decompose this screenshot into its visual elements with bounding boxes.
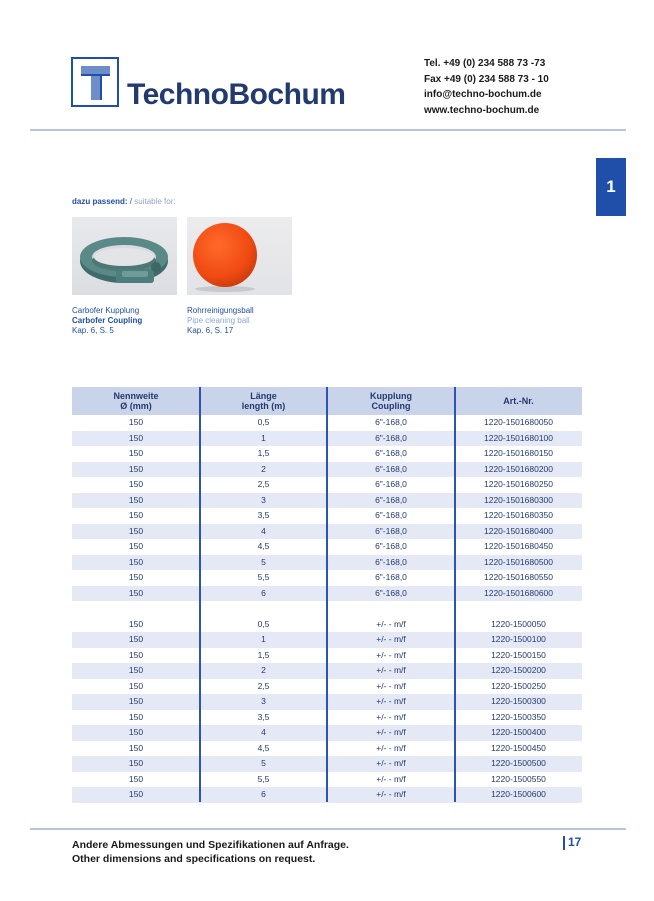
cell-coupling: 6"-168,0 (375, 417, 407, 427)
ball-name-de: Rohrreinigungsball (187, 306, 254, 315)
cell-coupling: 6"-168,0 (375, 448, 407, 458)
cell-nominal-size: 150 (128, 618, 144, 629)
cell-article-no: 1220-1501680450 (483, 541, 553, 551)
cell-length: 1 (261, 634, 266, 644)
contact-block (424, 56, 549, 118)
cell-coupling: 6"-168,0 (375, 572, 407, 582)
cell-nominal-size: 150 (128, 758, 144, 768)
cell-article-no: 1220-1500100 (491, 634, 546, 644)
cell-length: 4,5 (257, 541, 270, 551)
ball-name-en: Pipe cleaning ball (187, 316, 250, 325)
suitable-for-label (72, 197, 176, 206)
cell-coupling: +/- - m/f (376, 665, 406, 675)
cell-coupling: +/- - m/f (376, 634, 406, 644)
header-article-no: Art.-Nr. (503, 396, 534, 406)
cell-length: 3 (261, 494, 266, 505)
cell-coupling: +/- - m/f (376, 649, 406, 660)
cell-nominal-size: 150 (128, 587, 144, 598)
cell-coupling: 6"-168,0 (375, 494, 407, 505)
cell-article-no: 1220-1500150 (491, 649, 546, 660)
footer-divider (30, 828, 626, 830)
cell-article-no: 1220-1500200 (491, 665, 546, 675)
cell-coupling: +/- - m/f (376, 711, 406, 722)
ball-ref: Kap. 6, S. 17 (187, 326, 234, 335)
cell-article-no: 1220-1500500 (491, 758, 546, 768)
cell-article-no: 1220-1500350 (491, 711, 546, 722)
cell-article-no: 1220-1500300 (491, 696, 546, 706)
cell-length: 5,5 (257, 572, 270, 582)
cell-length: 3,5 (257, 711, 270, 722)
cell-length: 4,5 (257, 742, 270, 753)
cell-length: 0,5 (257, 417, 270, 427)
header-nominal-size: Nennweite Ø (mm) (113, 391, 159, 411)
suitable-de: dazu passend: (72, 197, 128, 206)
cell-coupling: +/- - m/f (376, 680, 406, 691)
cell-length: 5,5 (257, 773, 270, 784)
coupling-ref: Kap. 6, S. 5 (72, 326, 114, 335)
cell-length: 2,5 (257, 479, 270, 489)
cell-coupling: 6"-168,0 (375, 432, 407, 443)
column-divider (326, 387, 328, 802)
cell-article-no: 1220-1500550 (491, 773, 546, 784)
cell-nominal-size: 150 (128, 494, 144, 505)
cell-length: 3 (261, 696, 266, 706)
cell-coupling: +/- - m/f (376, 618, 406, 629)
contact-fax: Fax +49 (0) 234 588 73 - 10 (424, 73, 549, 85)
cell-article-no: 1220-1501680550 (483, 572, 553, 582)
footer-note-en: Other dimensions and specifications on request. (72, 853, 316, 865)
cell-article-no: 1220-1501680400 (483, 525, 553, 536)
cell-nominal-size: 150 (128, 680, 144, 691)
cell-length: 5 (261, 556, 266, 567)
cell-length: 1,5 (257, 649, 270, 660)
cell-length: 1,5 (257, 448, 270, 458)
cell-nominal-size: 150 (128, 463, 144, 474)
header-length: Länge length (m) (241, 391, 286, 411)
footer-note (72, 838, 349, 866)
cell-coupling: 6"-168,0 (375, 479, 407, 489)
cell-article-no: 1220-1501680500 (483, 556, 553, 567)
cell-coupling: 6"-168,0 (375, 463, 407, 474)
cell-length: 3,5 (257, 510, 270, 520)
cell-length: 5 (261, 758, 266, 768)
logo-mark (71, 57, 119, 107)
cell-nominal-size: 150 (128, 432, 144, 443)
cell-article-no: 1220-1501680200 (483, 463, 553, 474)
cell-length: 0,5 (257, 618, 270, 629)
cell-nominal-size: 150 (128, 634, 144, 644)
cell-nominal-size: 150 (128, 711, 144, 722)
coupling-image (72, 217, 177, 295)
cell-article-no: 1220-1501680050 (483, 417, 553, 427)
cell-article-no: 1220-1500600 (491, 789, 546, 799)
cell-nominal-size: 150 (128, 727, 144, 737)
cell-nominal-size: 150 (128, 479, 144, 489)
cell-article-no: 1220-1501680350 (483, 510, 553, 520)
cell-coupling: +/- - m/f (376, 742, 406, 753)
cell-coupling: 6"-168,0 (375, 510, 407, 520)
cell-coupling: 6"-168,0 (375, 587, 407, 598)
cell-nominal-size: 150 (128, 541, 144, 551)
column-divider (199, 387, 201, 802)
suitable-en: suitable for: (134, 197, 176, 206)
cell-length: 6 (261, 789, 266, 799)
cell-article-no: 1220-1501680150 (483, 448, 553, 458)
contact-email[interactable]: info@techno-bochum.de (424, 89, 542, 100)
cell-coupling: +/- - m/f (376, 696, 406, 706)
cell-article-no: 1220-1500450 (491, 742, 546, 753)
footer-note-de: Andere Abmessungen und Spezifikationen auf Anfrage. (72, 839, 349, 851)
cell-nominal-size: 150 (128, 789, 144, 799)
cell-length: 2 (261, 665, 266, 675)
cell-length: 4 (261, 525, 266, 536)
cell-article-no: 1220-1501680600 (483, 587, 553, 598)
coupling-name-en: Carbofer Coupling (72, 316, 143, 325)
header-divider (30, 129, 626, 131)
cell-article-no: 1220-1501680300 (483, 494, 553, 505)
cell-coupling: +/- - m/f (376, 773, 406, 784)
cell-coupling: 6"-168,0 (375, 556, 407, 567)
cell-nominal-size: 150 (128, 665, 144, 675)
cell-length: 4 (261, 727, 266, 737)
cell-nominal-size: 150 (128, 525, 144, 536)
page-number: 17 (568, 835, 582, 849)
contact-phone: Tel. +49 (0) 234 588 73 -73 (424, 58, 546, 69)
cell-nominal-size: 150 (128, 417, 144, 427)
cell-coupling: +/- - m/f (376, 758, 406, 768)
logo-t-bar (81, 66, 110, 74)
cell-length: 2 (261, 463, 266, 474)
cell-coupling: 6"-168,0 (375, 541, 407, 551)
cell-article-no: 1220-1501680250 (483, 479, 553, 489)
logo-t-stem-shadow (100, 76, 102, 100)
cell-nominal-size: 150 (128, 742, 144, 753)
cell-nominal-size: 150 (128, 510, 144, 520)
header-coupling: Kupplung Coupling (370, 391, 412, 411)
spec-table (72, 387, 582, 803)
cell-nominal-size: 150 (128, 556, 144, 567)
page-number-bar (563, 836, 565, 850)
logo-t-stem (91, 76, 100, 100)
cell-length: 6 (261, 587, 266, 598)
cell-length: 2,5 (257, 680, 270, 691)
cell-nominal-size: 150 (128, 649, 144, 660)
brand-name: TechnoBochum (127, 78, 346, 111)
cell-article-no: 1220-1500050 (491, 618, 546, 629)
coupling-caption (72, 306, 142, 336)
coupling-name-de: Carbofer Kupplung (72, 306, 140, 315)
cell-coupling: +/- - m/f (376, 789, 406, 799)
cell-nominal-size: 150 (128, 448, 144, 458)
cell-coupling: +/- - m/f (376, 727, 406, 737)
ball-caption (187, 306, 254, 336)
column-divider (454, 387, 456, 802)
contact-website[interactable]: www.techno-bochum.de (424, 104, 540, 116)
cell-coupling: 6"-168,0 (375, 525, 407, 536)
suitable-sep: / (127, 197, 135, 206)
cell-nominal-size: 150 (128, 572, 144, 582)
chapter-tab: 1 (596, 158, 626, 216)
cell-length: 1 (261, 432, 266, 443)
cell-nominal-size: 150 (128, 773, 144, 784)
cell-article-no: 1220-1500400 (491, 727, 546, 737)
cleaning-ball-image (187, 217, 292, 295)
cell-nominal-size: 150 (128, 696, 144, 706)
cell-article-no: 1220-1500250 (491, 680, 546, 691)
cell-article-no: 1220-1501680100 (483, 432, 553, 443)
